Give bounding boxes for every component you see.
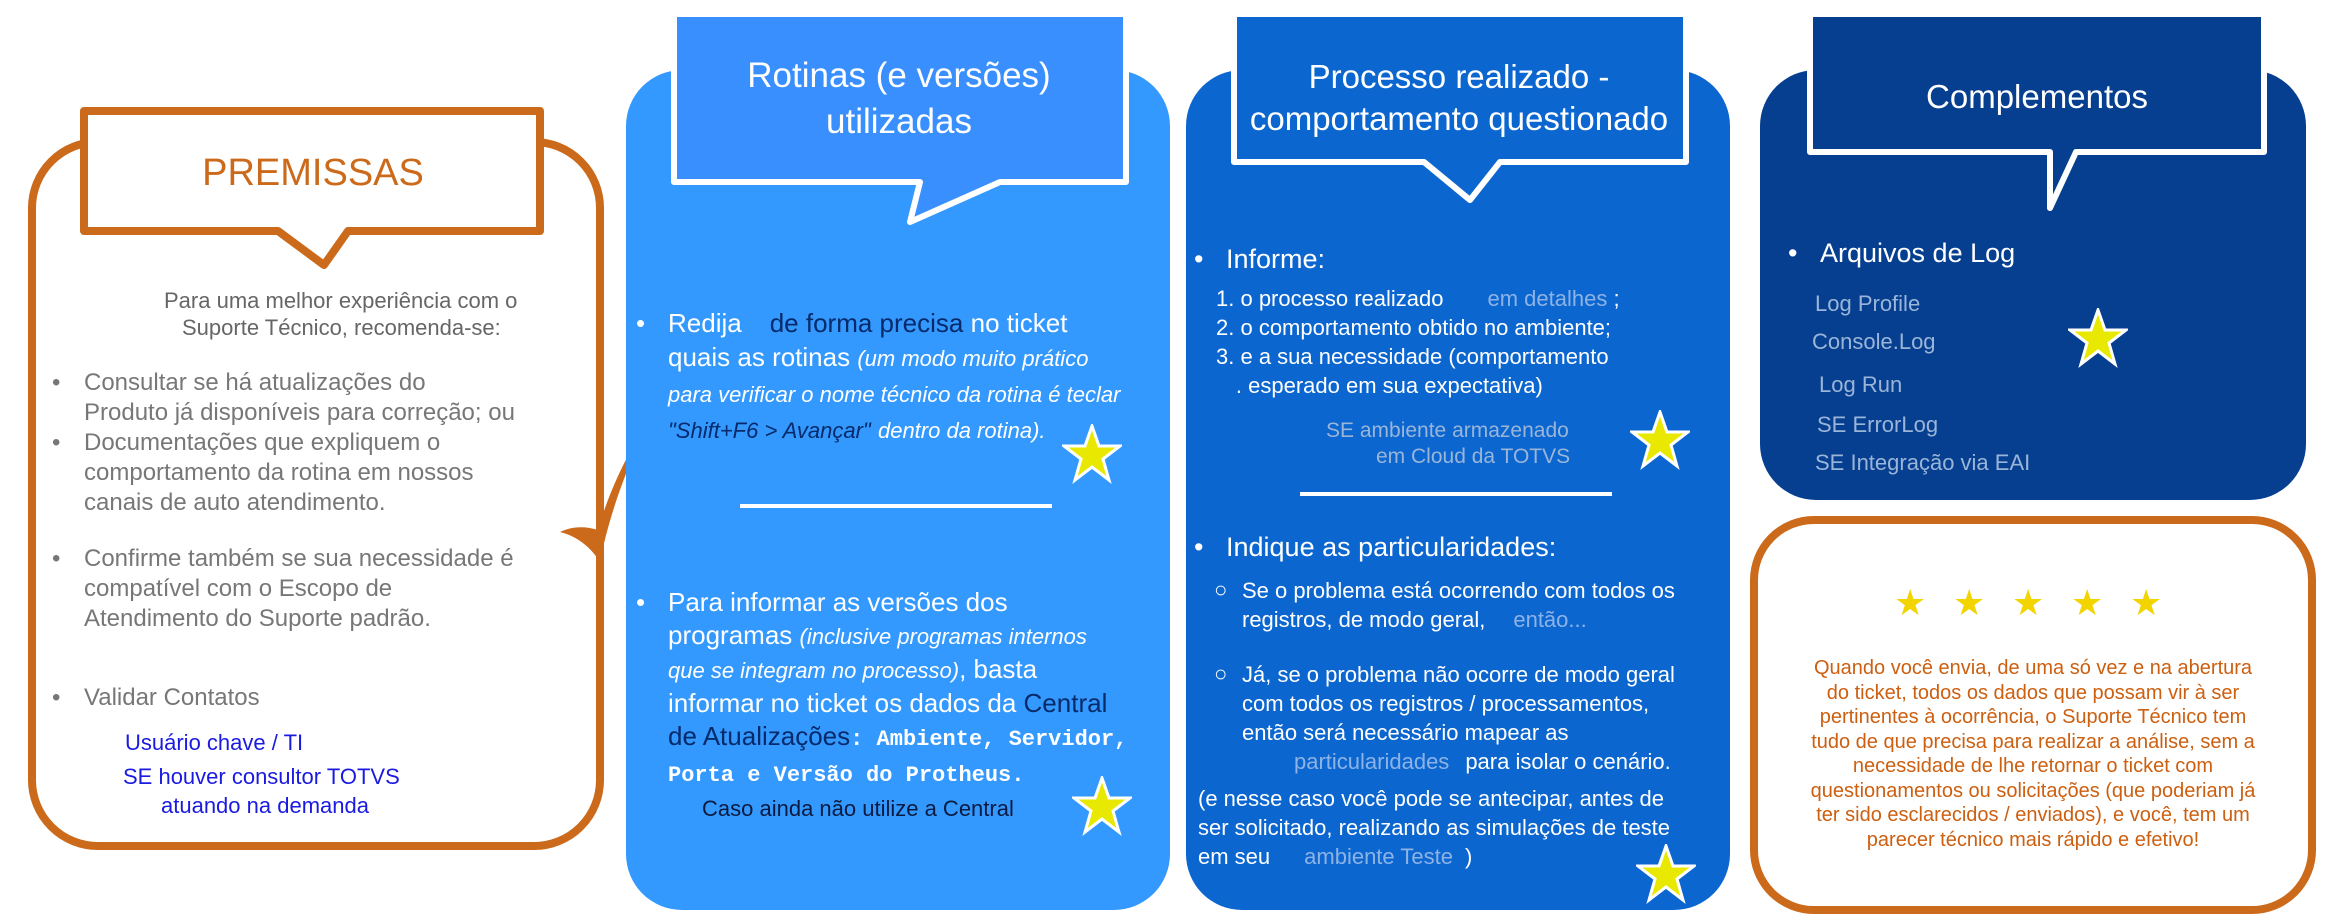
indique-heading: • Indique as particularidades: [1226, 532, 1556, 563]
processo-title-2: comportamento questionado [1249, 100, 1669, 137]
list-item: Documentações que expliquem o [84, 429, 441, 456]
rotinas-b2-line5b: : Ambiente, Servidor, [850, 727, 1128, 752]
star-icon: ★ [2071, 582, 2104, 623]
star-icon [1636, 844, 1696, 904]
list-item: Confirme também se sua necessidade é [84, 545, 514, 572]
indique-sub-1: ○ Se o problema está ocorrendo com todos os registros, de modo geral, então... [1214, 577, 1675, 632]
list-item: Consultar se há atualizações do [84, 369, 426, 396]
atualizacoes-link[interactable]: de Atualizações [668, 721, 851, 751]
errorlog-link[interactable]: SE ErrorLog [1817, 412, 1939, 437]
central-link[interactable]: Central [1023, 688, 1108, 718]
rotinas-b2-line1: Para informar as versões dos [668, 587, 1008, 617]
rotinas-b2-line6: Porta e Versão do Protheus. [668, 763, 1025, 788]
entao-link[interactable]: então... [1513, 607, 1587, 632]
rotinas-b2-line2a: programas [668, 620, 793, 650]
star-icon [2068, 308, 2128, 368]
list-item: Produto já disponíveis para correção; ou [84, 399, 515, 426]
premissas-intro-2: Suporte Técnico, recomenda-se: [182, 315, 501, 340]
star-icon [1072, 776, 1132, 836]
indique-sub-2: ○ Já, se o problema não ocorre de modo geral com todos os registros / processamentos, então será necessário mapear as particularidades para isolar o cenário. [1214, 661, 1675, 774]
star-icon: ★ [2012, 582, 2045, 623]
premissas-bullet-3 [84, 544, 514, 634]
premissas-bullet-2 [84, 428, 474, 518]
no-ticket-text: no ticket [970, 308, 1068, 338]
redija-text: Redija [668, 308, 742, 338]
particularidades-link[interactable]: particularidades [1294, 749, 1450, 774]
cloud-link-2[interactable]: em Cloud da TOTVS [1376, 445, 1571, 468]
premissas-intro-1: Para uma melhor experiência com o [164, 288, 518, 313]
processo-title-1: Processo realizado - [1308, 58, 1610, 95]
rotinas-b2-line4a: informar no ticket os dados da [668, 688, 1017, 718]
processo-divider [1300, 492, 1612, 496]
rotinas-italic-3: "Shift+F6 > Avançar" [668, 418, 871, 443]
rotinas-italic-3b: dentro da rotina). [877, 418, 1046, 443]
star-icon [1630, 410, 1690, 470]
list-item: comportamento da rotina em nossos [84, 459, 474, 486]
cloud-link-1[interactable]: SE ambiente armazenado [1326, 419, 1569, 442]
list-item: e a sua necessidade (comportamento [1240, 344, 1609, 369]
premissas-title: PREMISSAS [202, 151, 424, 194]
eai-link[interactable]: SE Integração via EAI [1815, 450, 2031, 475]
log-run-link[interactable]: Log Run [1819, 372, 1903, 397]
informe-heading: • Informe: [1226, 244, 1325, 275]
complementos-callout [1806, 10, 2268, 250]
final-text: Quando você envia, de uma só vez e na abertura do ticket, todos os dados que possam vir à ser pertinentes à ocorrência, o Suporte Técnico tem tudo de que precisa para realizar a análise, sem a necessidade de lhe retornar o ticket com questionamentos ou solicitações (que poderiam já ter sido esclarecidos / enviados), e você, tem um parecer técnico mais rápido e efetivo! [1810, 657, 2256, 851]
complementos-title: Complementos [1926, 78, 2148, 115]
list-item: esperado em sua expectativa) [1248, 373, 1543, 398]
log-profile-link[interactable]: Log Profile [1815, 291, 1921, 316]
consultor-link-2[interactable]: atuando na demanda [161, 793, 369, 818]
rotinas-italic-1: (um modo muito prático [857, 346, 1089, 371]
star-icon [1062, 424, 1122, 484]
rotinas-b2-line3a: que se integram no processo) [668, 658, 960, 683]
rotinas-divider [740, 504, 1052, 508]
list-item: Atendimento do Suporte padrão. [84, 605, 431, 632]
ambiente-teste-link[interactable]: ambiente Teste [1304, 844, 1453, 869]
list-item: compatível com o Escopo de [84, 575, 393, 602]
caso-central-link[interactable]: Caso ainda não utilize a Central [702, 796, 1014, 821]
consultor-link-1[interactable]: SE houver consultor TOTVS [123, 764, 400, 789]
list-item: canais de auto atendimento. [84, 489, 386, 516]
console-log-link[interactable]: Console.Log [1812, 329, 1936, 354]
premissas-bullet-4 [84, 683, 260, 713]
list-item: o processo realizado [1240, 286, 1444, 311]
rotinas-bullet-1 [668, 306, 1120, 448]
usuario-chave-link[interactable]: Usuário chave / TI [125, 730, 304, 755]
rotinas-line2: quais as rotinas [668, 342, 851, 372]
star-icon: ★ [1953, 582, 1986, 623]
rotinas-title-1: Rotinas (e versões) [747, 56, 1051, 95]
rotinas-b2-line2b: (inclusive programas internos [799, 624, 1087, 649]
rotinas-italic-2: para verificar o nome técnico da rotina é teclar [668, 382, 1121, 407]
list-item: o comportamento obtido no ambiente; [1240, 315, 1612, 340]
forma-precisa-text: de forma precisa [769, 308, 964, 338]
star-icon: ★ [2130, 582, 2163, 623]
premissas-bullet-1 [84, 368, 515, 428]
em-detalhes-link[interactable]: em detalhes [1487, 286, 1608, 311]
processo-note: (e nesse caso você pode se antecipar, antes de ser solicitado, realizando as simulações de teste em seu ambiente Teste ) [1198, 786, 1671, 869]
rotinas-b2-line3b: , basta [959, 654, 1038, 684]
arquivos-heading: • Arquivos de Log [1820, 238, 2015, 269]
star-icon: ★ [1894, 582, 1927, 623]
rotinas-title-2: utilizadas [826, 102, 972, 141]
stars-row [1894, 582, 2189, 624]
rotinas-bullet-2 [668, 586, 1127, 792]
list-item: Validar Contatos [84, 684, 260, 711]
informe-list: 1. o processo realizado em detalhes ; 2. o comportamento obtido no ambiente; 3. e a sua necessidade (comportamento . esperado em sua expectativa) [1216, 286, 1620, 398]
